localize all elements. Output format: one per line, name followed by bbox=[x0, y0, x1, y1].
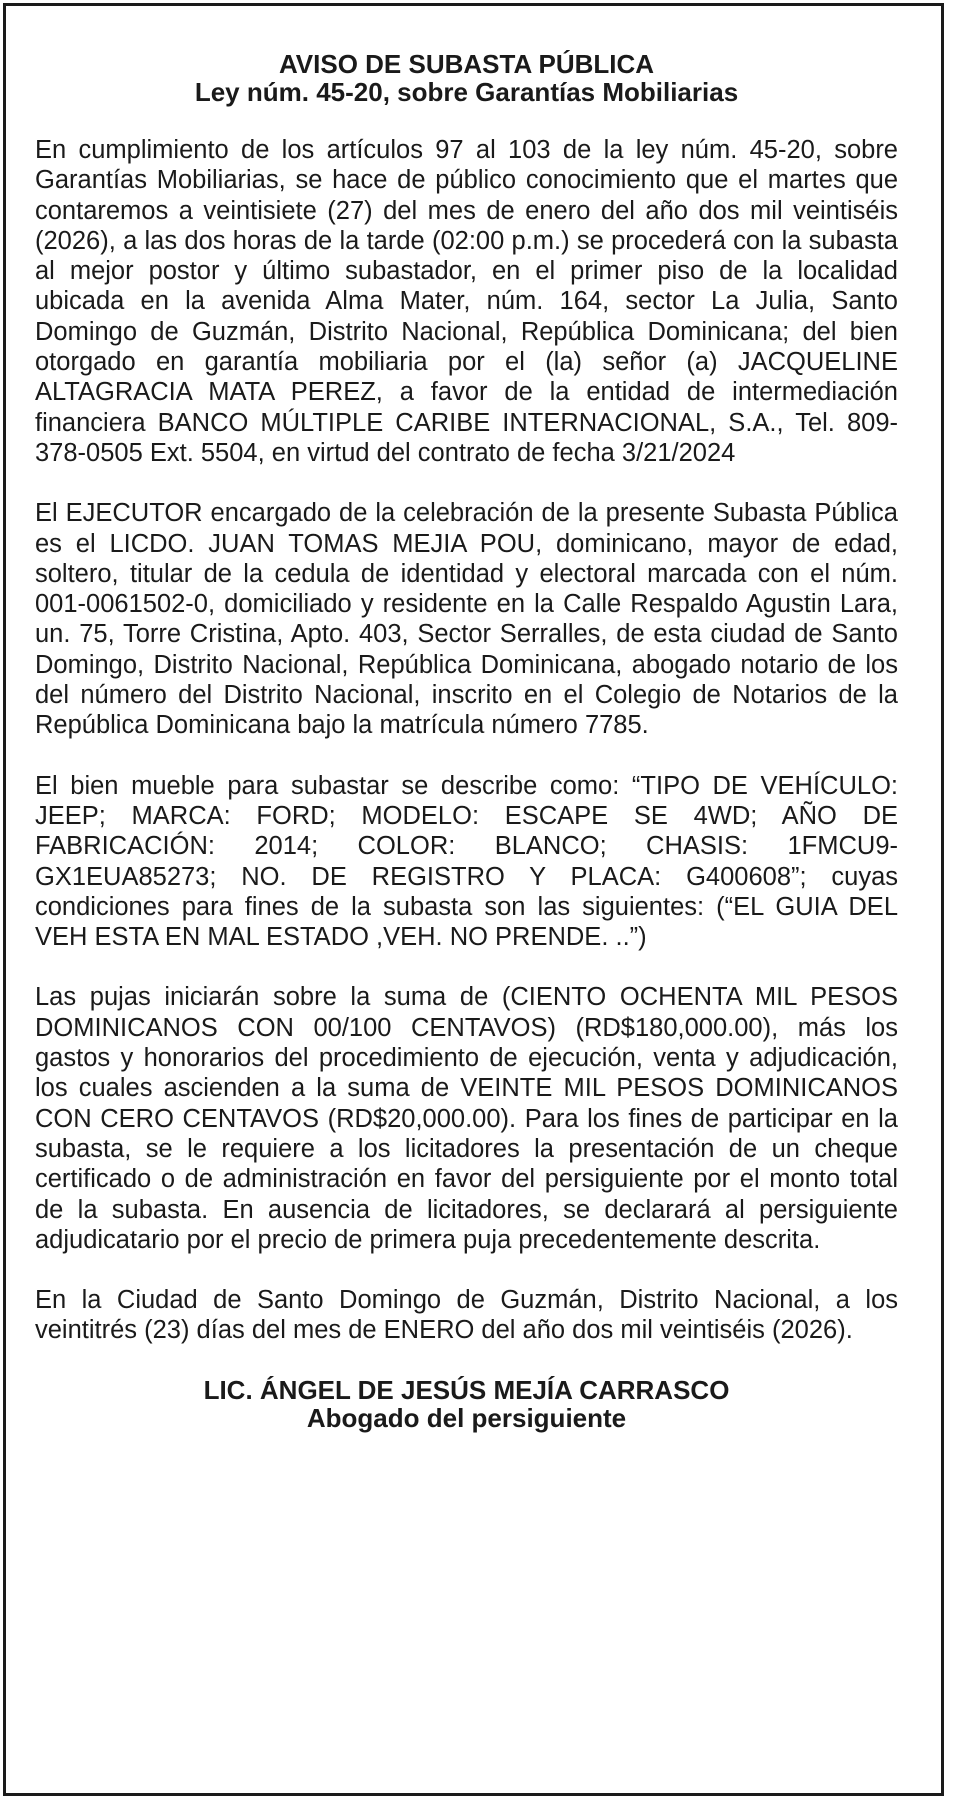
notice-frame bbox=[3, 3, 944, 1796]
paragraph-bidding-terms: Las pujas iniciarán sobre la suma de (CIENTO OCHENTA MIL PESOS DOMINICANOS CON 00/100 CENTAVOS) (RD$180,000.00), más los gastos y honorarios del procedimiento de ejecución, venta y adjudicación, los cuales ascienden a la suma de VEINTE MIL PESOS DOMINICANOS CON CERO CENTAVOS (RD$20,000.00). Para los fines de participar en la subasta, se le requiere a los licitadores la presentación de un cheque certificado o de administración en favor del persiguiente por el monto total de la subasta. En ausencia de licitadores, se declarará al persiguiente adjudicatario por el precio de primera puja precedentemente descrita. bbox=[35, 983, 898, 1254]
paragraph-executor: El EJECUTOR encargado de la celebración de la presente Subasta Pública es el LICDO. JUAN TOMAS MEJIA POU, dominicano, mayor de edad, soltero, titular de la cedula de identidad y electoral marcada con el núm. 001-0061502-0, domiciliado y residente en la Calle Respaldo Agustin Lara, un. 75, Torre Cristina, Apto. 403, Sector Serralles, de esta ciudad de Santo Domingo, Distrito Nacional, República Dominicana, abogado notario de los del número del Distrito Nacional, inscrito en el Colegio de Notarios de la República Dominicana bajo la matrícula número 7785. bbox=[35, 499, 898, 740]
notice-body bbox=[35, 50, 898, 1432]
signature-name: LIC. ÁNGEL DE JESÚS MEJÍA CARRASCO bbox=[203, 1374, 730, 1405]
notice-subtitle: Ley núm. 45-20, sobre Garantías Mobiliarias bbox=[194, 77, 739, 107]
paragraph-announcement: En cumplimiento de los artículos 97 al 103 de la ley núm. 45-20, sobre Garantías Mobiliarias, se hace de público conocimiento que el martes que contaremos a veintisiete (27) del mes de enero del año dos mil veintiséis (2026), a las dos horas de la tarde (02:00 p.m.) se procederá con la subasta al mejor postor y último subastador, en el primer piso de la localidad ubicada en la avenida Alma Mater, núm. 164, sector La Julia, Santo Domingo de Guzmán, Distrito Nacional, República Dominicana; del bien otorgado en garantía mobiliaria por el (la) señor (a) JACQUELINE ALTAGRACIA MATA PEREZ, a favor de la entidad de intermediación financiera BANCO MÚLTIPLE CARIBE INTERNACIONAL, S.A., Tel. 809-378-0505 Ext. 5504, en virtud del contrato de fecha 3/21/2024 bbox=[35, 136, 898, 467]
paragraph-asset-description: El bien mueble para subastar se describe como: “TIPO DE VEHÍCULO: JEEP; MARCA: FORD; MODELO: ESCAPE SE 4WD; AÑO DE FABRICACIÓN: 2014; COLOR: BLANCO; CHASIS: 1FMCU9GX1EUA85273; NO. DE REGISTRO Y PLACA: G400608”; cuyas condiciones para fines de la subasta son las siguientes: (“EL GUIA DEL VEH ESTA EN MAL ESTADO ,VEH. NO PRENDE. ..”) bbox=[35, 771, 898, 952]
signature-role: Abogado del persiguiente bbox=[306, 1402, 627, 1433]
paragraph-place-date: En la Ciudad de Santo Domingo de Guzmán, Distrito Nacional, a los veintitrés (23) días del mes de ENERO del año dos mil veintiséis (2026). bbox=[35, 1286, 898, 1345]
notice-title: AVISO DE SUBASTA PÚBLICA bbox=[278, 49, 655, 79]
